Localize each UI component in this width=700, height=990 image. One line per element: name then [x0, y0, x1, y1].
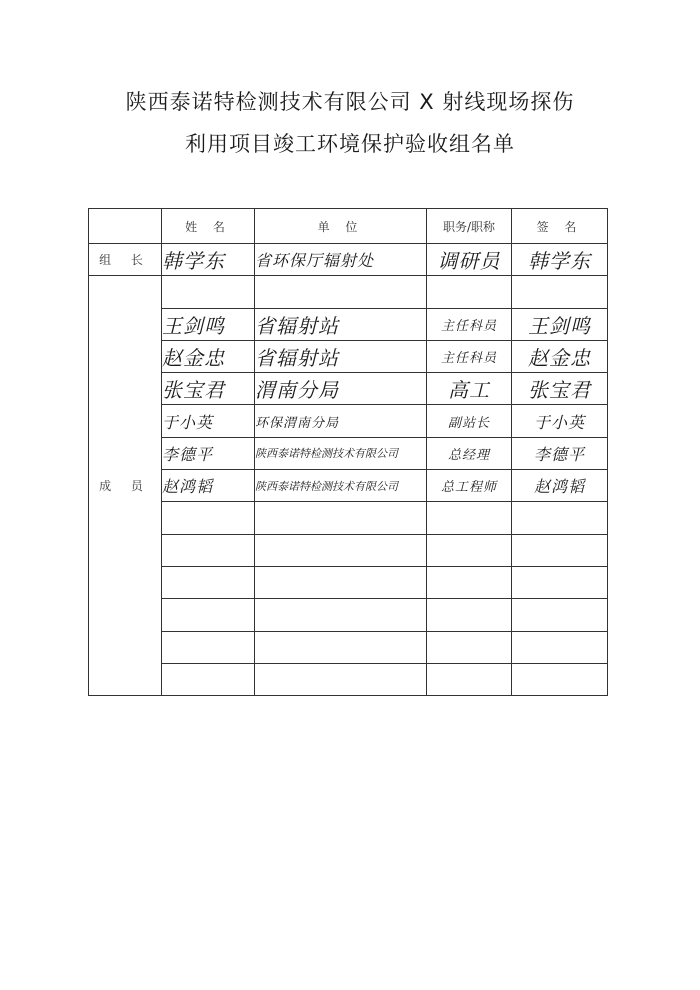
- member-row: [89, 534, 608, 566]
- handwritten-title: [427, 663, 512, 695]
- handwritten-title: [427, 599, 512, 631]
- handwritten-signature: 张宝君: [512, 373, 608, 405]
- handwritten-name: 赵金忠: [162, 340, 255, 372]
- handwritten-title: 总经理: [427, 437, 512, 469]
- handwritten-title: [427, 276, 512, 308]
- handwritten-signature: [512, 534, 608, 566]
- handwritten-name: [162, 276, 255, 308]
- handwritten-unit: 省环保厅辐射处: [255, 244, 427, 276]
- handwritten-name: 韩学东: [162, 244, 255, 276]
- header-row: [89, 209, 608, 244]
- acceptance-group-roster-table: [88, 208, 608, 696]
- member-row: [89, 437, 608, 469]
- handwritten-title: [427, 502, 512, 534]
- member-row: [89, 373, 608, 405]
- handwritten-unit: 环保渭南分局: [255, 405, 427, 437]
- handwritten-signature: 于小英: [512, 405, 608, 437]
- handwritten-unit: [255, 631, 427, 663]
- handwritten-name: [162, 566, 255, 598]
- handwritten-title: 总工程师: [427, 470, 512, 502]
- handwritten-name: [162, 663, 255, 695]
- handwritten-title: [427, 631, 512, 663]
- member-row: [89, 470, 608, 502]
- handwritten-signature: 赵金忠: [512, 340, 608, 372]
- handwritten-signature: [512, 663, 608, 695]
- document-title-line-1: 陕西泰诺特检测技术有限公司 X 射线现场探伤: [125, 90, 575, 114]
- leader-row: [89, 244, 608, 276]
- member-row: [89, 276, 608, 308]
- handwritten-title: [427, 566, 512, 598]
- handwritten-signature: [512, 566, 608, 598]
- handwritten-unit: [255, 663, 427, 695]
- handwritten-unit: [255, 534, 427, 566]
- handwritten-signature: 李德平: [512, 437, 608, 469]
- header-role: [89, 209, 162, 244]
- handwritten-signature: [512, 502, 608, 534]
- leader-role-label: 组 长: [89, 244, 162, 276]
- handwritten-name: 张宝君: [162, 373, 255, 405]
- header-signature: 签 名: [512, 209, 608, 244]
- header-title: 职务/职称: [427, 209, 512, 244]
- header-unit: 单 位: [255, 209, 427, 244]
- handwritten-unit: 陕西泰诺特检测技术有限公司: [255, 470, 427, 502]
- handwritten-signature: [512, 276, 608, 308]
- handwritten-title: [427, 534, 512, 566]
- handwritten-unit: 省辐射站: [255, 340, 427, 372]
- handwritten-signature: 赵鸿韬: [512, 470, 608, 502]
- handwritten-signature: 王剑鸣: [512, 308, 608, 340]
- handwritten-name: 李德平: [162, 437, 255, 469]
- handwritten-title: 高工: [427, 373, 512, 405]
- handwritten-title: 主任科员: [427, 308, 512, 340]
- handwritten-name: 王剑鸣: [162, 308, 255, 340]
- handwritten-unit: 渭南分局: [255, 373, 427, 405]
- handwritten-signature: [512, 599, 608, 631]
- handwritten-unit: [255, 276, 427, 308]
- member-role-label: 成 员: [89, 276, 162, 696]
- handwritten-name: [162, 631, 255, 663]
- handwritten-signature: [512, 631, 608, 663]
- member-row: [89, 405, 608, 437]
- handwritten-title: 调研员: [427, 244, 512, 276]
- member-row: [89, 340, 608, 372]
- handwritten-signature: 韩学东: [512, 244, 608, 276]
- handwritten-unit: [255, 599, 427, 631]
- handwritten-name: [162, 599, 255, 631]
- header-name: 姓 名: [162, 209, 255, 244]
- member-row: [89, 631, 608, 663]
- handwritten-name: 于小英: [162, 405, 255, 437]
- member-row: [89, 599, 608, 631]
- handwritten-name: [162, 534, 255, 566]
- handwritten-title: 主任科员: [427, 340, 512, 372]
- handwritten-unit: [255, 566, 427, 598]
- handwritten-unit: 省辐射站: [255, 308, 427, 340]
- member-row: [89, 566, 608, 598]
- document-title-line-2: 利用项目竣工环境保护验收组名单: [185, 132, 515, 156]
- handwritten-unit: 陕西泰诺特检测技术有限公司: [255, 437, 427, 469]
- member-row: [89, 308, 608, 340]
- handwritten-name: [162, 502, 255, 534]
- member-row: [89, 663, 608, 695]
- handwritten-name: 赵鸿韬: [162, 470, 255, 502]
- handwritten-unit: [255, 502, 427, 534]
- handwritten-title: 副站长: [427, 405, 512, 437]
- member-row: [89, 502, 608, 534]
